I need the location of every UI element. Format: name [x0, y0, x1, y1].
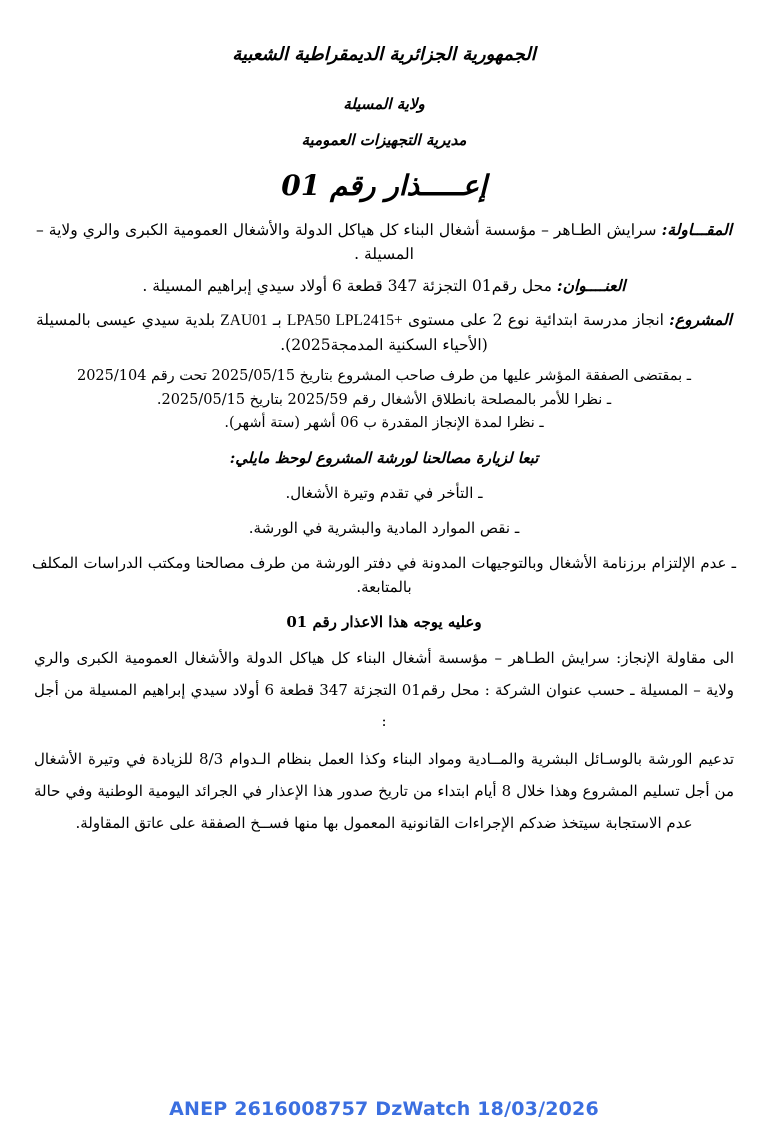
field-contractor-value: سرايش الطـاهر – مؤسسة أشغال البناء كل هياكل الدولة والأشغال العمومية الكبرى والري ولاية – المسيلة .	[36, 221, 657, 264]
observation-item-delay: ـ التأخر في تقدم وتيرة الأشغال.	[285, 483, 483, 502]
project-code-zau: ZAU01	[220, 312, 268, 330]
page-title: إعـــــذار رقم 01	[281, 168, 487, 202]
clause-duration: ـ نظرا لمدة الإنجاز المقدرة ب 06 أشهر (ستة أشهر).	[224, 415, 544, 432]
field-address	[28, 268, 740, 298]
notice-demand: تدعيم الورشة بالوسـائل البشرية والمــادية ومواد البناء وكذا العمل بنظام الـدوام 8/3 للزيادة في وتيرة الأشغال من أجل تسليم المشروع وهذا خلال 8 أيام ابتداء من تاريخ صدور هذا الإعذار في الجرائد اليومية الوطنية وفي حالة عدم الاستجابة سيتخذ ضدكم الإجراءات القانونية المعمول بها منها فســخ الصفقة على عاتق المقاولة.	[34, 750, 734, 832]
field-address-label: العنــــوان:	[556, 276, 626, 296]
field-contractor	[28, 218, 740, 266]
project-code-lpl: LPL2415+	[335, 312, 403, 330]
field-address-value: محل رقم01 التجزئة 347 قطعة 6 أولاد سيدي إبراهيم المسيلة .	[142, 277, 552, 296]
field-contractor-label: المقـــاولة:	[661, 220, 732, 240]
observation-item-resources: ـ نقص الموارد المادية والبشرية في الورشة.	[248, 518, 520, 537]
header-directorate: مديرية التجهيزات العمومية	[301, 130, 467, 149]
clause-contract-reference: ـ بمقتضى الصفقة المؤشر عليها من طرف صاحب المشروع بتاريخ 2025/05/15 تحت رقم 2025/104	[76, 368, 692, 385]
field-project-text-1: انجاز مدرسة ابتدائية نوع 2 على مستوى	[407, 311, 664, 330]
field-project-label: المشروع:	[669, 310, 732, 330]
field-project-text-2: بلدية سيدي عيسى بالمسيلة (الأحياء السكنية المدمجة2025).	[36, 311, 488, 355]
project-code-lpa: LPA50	[286, 312, 331, 330]
notice-addressee: الى مقاولة الإنجاز: سرايش الطـاهر – مؤسسة أشغال البناء كل هياكل الدولة والأشغال العمومية الكبرى والري ولاية – المسيلة ـ حسب عنوان الشركة : محل رقم01 التجزئة 347 قطعة 6 أولاد سيدي إبراهيم المسيلة من أجل :	[34, 648, 734, 731]
document-body	[28, 202, 740, 839]
clause-service-order: ـ نظرا للأمر بالمصلحة بانطلاق الأشغال رقم 2025/59 بتاريخ 2025/05/15.	[156, 391, 612, 408]
header-republic: الجمهورية الجزائرية الديمقراطية الشعبية	[232, 44, 536, 65]
notice-emphasis: وعليه يوجه هذا الاعذار رقم 01	[286, 612, 482, 631]
observation-item-noncompliance: ـ عدم الإلتزام برزنامة الأشغال وبالتوجيهات المدونة في دفتر الورشة من طرف مصالحنا ومكتب الدراسات المكلف بالمتابعة.	[32, 553, 737, 596]
header-wilaya: ولاية المسيلة	[343, 94, 425, 113]
anep-reference: ANEP 2616008757 DzWatch 18/03/2026	[169, 1098, 599, 1120]
project-connector: بـ	[272, 311, 282, 330]
field-project	[28, 300, 740, 357]
footer	[0, 1098, 768, 1120]
observations-intro: تبعا لزيارة مصالحنا لورشة المشروع لوحظ مايلي:	[229, 448, 539, 467]
